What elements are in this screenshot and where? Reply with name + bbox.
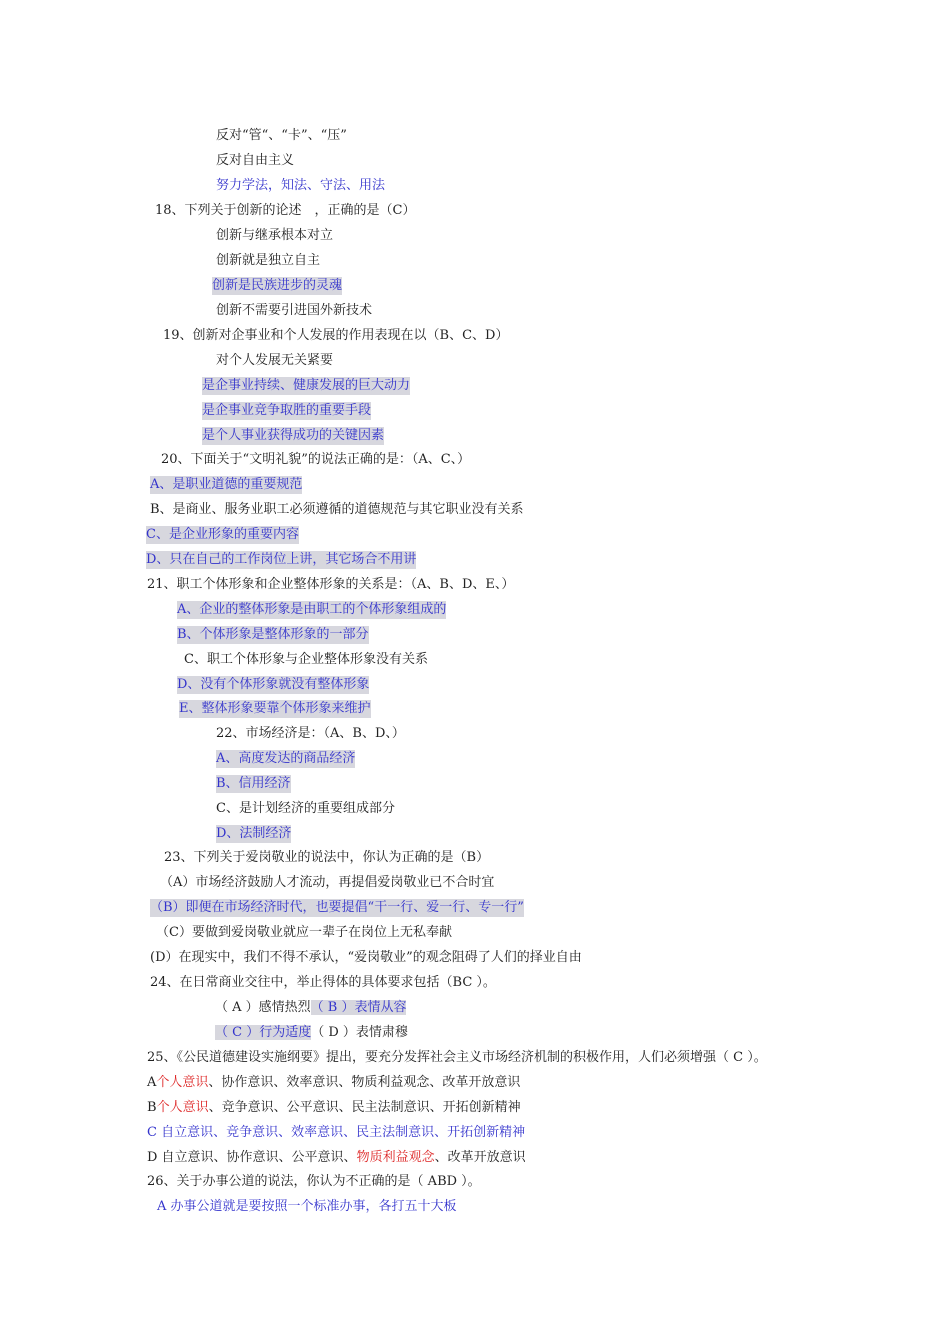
option-line-correct: D、没有个体形象就没有整体形象 [177,677,370,692]
option-text: 、改革开放意识 [434,1150,526,1165]
question-23: 23、下列关于爱岗敬业的说法中，你认为正确的是（B） [164,850,490,865]
option-line-correct: D、只在自己的工作岗位上讲，其它场合不用讲 [146,552,417,567]
option-line: 反对自由主义 [216,153,295,168]
option-line: （C）要做到爱岗敬业就应一辈子在岗位上无私奉献 [156,925,452,940]
option-line: 创新与继承根本对立 [216,228,334,243]
option-line-correct: （B）即便在市场经济时代，也要提倡“干一行、爱一行、专一行” [150,900,524,915]
option-text: D 自立意识、协作意识、公平意识、 [147,1150,357,1165]
option-text: 、协作意识、效率意识、物质利益观念、改革开放意识 [208,1075,521,1090]
option-line-correct: 是企事业持续、健康发展的巨大动力 [202,378,411,393]
option-line-correct: 是个人事业获得成功的关键因素 [202,428,385,443]
highlighted-term: 个人意识 [156,1100,209,1115]
highlighted-term: 物质利益观念 [356,1150,435,1165]
option-row [147,1149,526,1167]
option-line: （ A ）感情热烈 [215,1000,311,1015]
highlighted-term: 个人意识 [156,1075,209,1090]
option-line: C、是计划经济的重要组成部分 [216,801,395,816]
option-line-correct: （ C ）行为适度 [215,1025,312,1040]
option-row [215,1024,408,1042]
option-line: C、职工个体形象与企业整体形象没有关系 [184,652,428,667]
option-line: （ D ）表情肃穆 [311,1025,408,1040]
option-line: B、是商业、服务业职工必须遵循的道德规范与其它职业没有关系 [150,502,524,517]
question-19: 19、创新对企事业和个人发展的作用表现在以（B、C、D） [163,328,509,343]
option-line: （A）市场经济鼓励人才流动，再提倡爱岗敬业已不合时宜 [160,875,495,890]
option-line-correct: C 自立意识、竞争意识、效率意识、民主法制意识、开拓创新精神 [147,1125,526,1140]
question-24: 24、在日常商业交往中，举止得体的具体要求包括（BC ）。 [150,975,496,990]
option-row [215,999,406,1017]
option-row [147,1074,520,1092]
option-line-correct: 努力学法，知法、守法、用法 [216,178,386,193]
question-18: 18、下列关于创新的论述 ，正确的是（C） [155,203,416,218]
option-line-correct: A、高度发达的商品经济 [216,751,356,766]
option-line-correct: E、整体形象要靠个体形象来维护 [179,701,371,716]
option-line: 创新不需要引进国外新技术 [216,303,373,318]
option-line: 创新就是独立自主 [216,253,321,268]
option-line-correct: B、信用经济 [216,776,291,791]
question-25: 25、《公民道德建设实施纲要》提出，要充分发挥社会主义市场经济机制的积极作用，人们必须增强（ C ）。 [147,1050,767,1065]
question-22: 22、市场经济是：（A、B、D、） [216,726,405,741]
question-20: 20、下面关于“文明礼貌”的说法正确的是：（A、C、） [161,452,471,467]
option-letter: B [147,1100,157,1115]
option-line-correct: A、是职业道德的重要规范 [150,477,303,492]
option-line-correct: A 办事公道就是要按照一个标准办事，各打五十大板 [157,1199,457,1214]
option-line-correct: （ B ）表情从容 [310,1000,407,1015]
option-line-correct: C、是企业形象的重要内容 [146,527,299,542]
option-line-correct: 是企事业竞争取胜的重要手段 [202,403,372,418]
option-line: 反对“管“、“卡”、“压” [216,128,347,143]
option-text: 、竞争意识、公平意识、民主法制意识、开拓创新精神 [208,1100,521,1115]
option-letter: A [147,1075,157,1090]
option-line-correct: 创新是民族进步的灵魂 [212,278,343,293]
option-line: (D）在现实中，我们不得不承认，“爱岗敬业”的观念阻碍了人们的择业自由 [150,950,582,965]
option-line-correct: A、企业的整体形象是由职工的个体形象组成的 [177,602,447,617]
option-line-correct: D、法制经济 [216,826,292,841]
option-line: 对个人发展无关紧要 [216,353,334,368]
option-row [147,1099,521,1117]
question-26: 26、关于办事公道的说法，你认为不正确的是（ ABD ）。 [147,1174,481,1189]
option-line-correct: B、个体形象是整体形象的一部分 [177,627,369,642]
question-21: 21、职工个体形象和企业整体形象的关系是：（A、B、D、E、） [147,577,515,592]
